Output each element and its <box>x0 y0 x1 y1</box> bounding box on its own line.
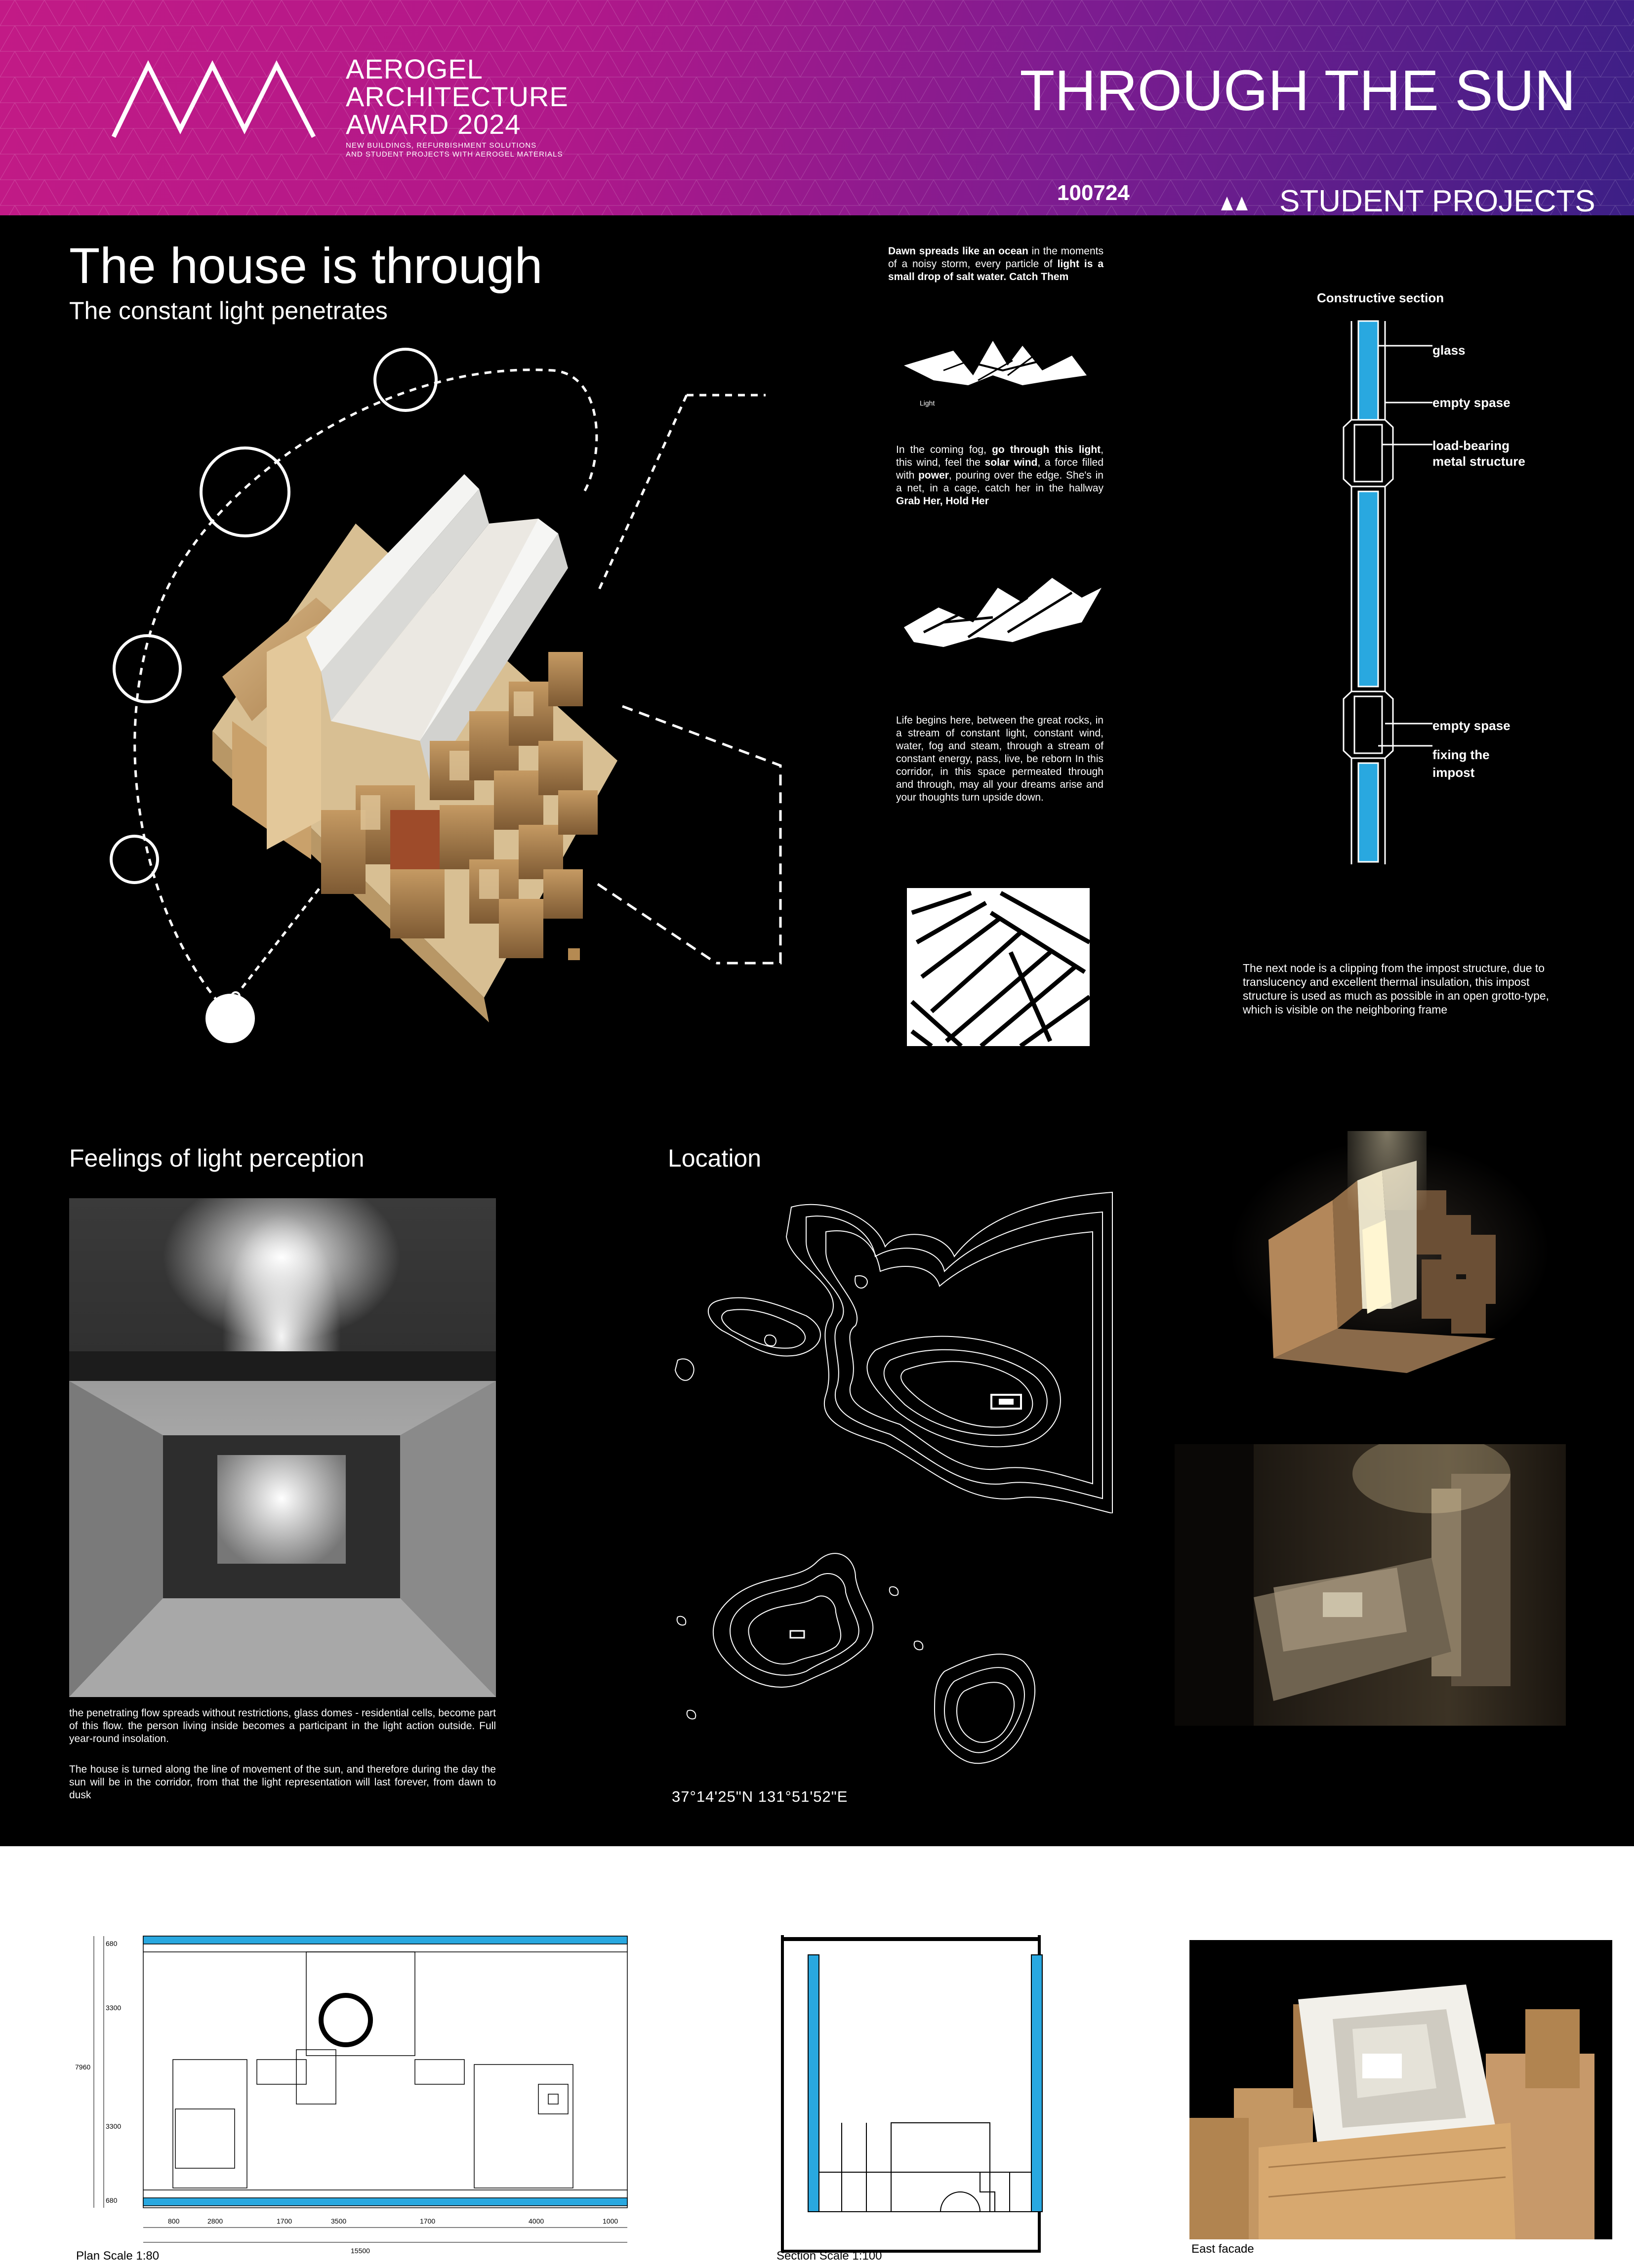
location-topo-map-2 <box>668 1533 1098 1785</box>
light-sketch-2 <box>894 568 1106 652</box>
facade-caption: East facade <box>1191 2242 1254 2256</box>
plan-dim-left-4: 680 <box>106 2196 118 2204</box>
feelings-text-1: the penetrating flow spreads without restrictions, glass domes - residential cells, become part of this flow. the person living inside becomes a participant in the light action outside. Full year-round insolation. <box>69 1707 496 1744</box>
plan-dim-left-1: 680 <box>106 1940 118 1947</box>
plan-dim-left-2: 3300 <box>106 2004 122 2012</box>
sun-circle-4 <box>110 835 159 884</box>
section-drawing <box>777 1935 1054 2261</box>
plan-dim-2: 2800 <box>207 2217 223 2225</box>
award-subtitle-1: NEW BUILDINGS, REFURBISHMENT SOLUTIONS <box>346 141 537 150</box>
text-dawn: Dawn spreads like an ocean in the moments of a noisy storm, every particle of light is a small drop of salt water. Catch Them <box>888 245 1103 283</box>
section-label-empty-1: empty spase <box>1432 395 1511 410</box>
model-night-photo-1 <box>1175 1131 1566 1398</box>
poster-title: THROUGH THE SUN <box>1020 58 1576 122</box>
light-perception-photo <box>69 1198 496 1697</box>
hero-subtitle: The constant light penetrates <box>69 297 388 324</box>
plan-dim-5: 1700 <box>420 2217 436 2225</box>
section-note: The next node is a clipping from the impost structure, due to translucency and excellent thermal insulation, this impost structure is used as much as possible in an open grotto-type, which is visible on the neighboring frame <box>1243 962 1550 1016</box>
location-title: Location <box>668 1144 762 1172</box>
category-logo-icon <box>1220 194 1250 211</box>
plan-dim-left-3: 3300 <box>106 2122 122 2130</box>
award-title-line1: AEROGEL <box>346 53 483 84</box>
plan-dim-6: 4000 <box>529 2217 544 2225</box>
section-label-glass: glass <box>1432 343 1466 358</box>
plan-dim-3: 1700 <box>277 2217 292 2225</box>
constructive-section-title: Constructive section <box>1317 290 1444 305</box>
sun-circle-1 <box>373 348 438 412</box>
hero-title: The house is through <box>69 238 543 294</box>
award-title-line3: AWARD 2024 <box>346 109 521 140</box>
plan-dim-total: 15500 <box>351 2247 370 2255</box>
plan-caption: Plan Scale 1:80 <box>76 2249 160 2263</box>
section-label-fixing: fixing the impost <box>1432 747 1490 780</box>
text-life: Life begins here, between the great rocks, in a stream of constant light, constant wind, water, fog and steam, through a stream of constant energy, pass, live, be reborn In this corridor, in this space permeated through and through, may all your dreams arise and your thoughts turn upside down. <box>896 715 1103 803</box>
plan-dim-7: 1000 <box>603 2217 618 2225</box>
text-fog: In the coming fog, go through this light, this wind, feel the solar wind, a force filled with power, pouring over the edge. She's in a net, in a cage, catch her in the hallway Grab Her, Hold Her <box>896 444 1103 507</box>
sun-circle-3 <box>113 634 182 703</box>
light-sketch-1 <box>894 331 1097 395</box>
feelings-text-2: The house is turned along the line of movement of the sun, and therefore during the day the sun will be in the corridor, from that the light representation will last forever, from dawn to dusk <box>69 1764 496 1801</box>
location-topo-map-1 <box>668 1187 1117 1513</box>
floor-plan-drawing <box>74 1921 642 2257</box>
plan-dim-4: 3500 <box>331 2217 347 2225</box>
east-facade-photo <box>1189 1940 1612 2239</box>
project-id: 100724 <box>1057 181 1130 205</box>
plan-dim-left-total: 7960 <box>75 2063 91 2071</box>
header-banner <box>0 0 1634 215</box>
award-logo-icon <box>111 55 324 139</box>
light-sketch-3 <box>902 883 1095 1056</box>
section-label-empty-2: empty spase <box>1432 718 1511 733</box>
light-sketch-caption: Light <box>920 399 935 407</box>
award-subtitle-2: AND STUDENT PROJECTS WITH AEROGEL MATERIALS <box>346 150 563 159</box>
location-coordinates: 37°14'25"N 131°51'52"E <box>672 1788 848 1805</box>
model-photo <box>193 464 637 1032</box>
section-caption: Section Scale 1:100 <box>776 2249 882 2263</box>
award-title-line2: ARCHITECTURE <box>346 81 569 112</box>
model-night-photo-2 <box>1175 1444 1566 1726</box>
feelings-title: Feelings of light perception <box>69 1144 365 1172</box>
section-label-structure: load-bearing metal structure <box>1432 438 1525 469</box>
category-label: STUDENT PROJECTS <box>1279 184 1595 215</box>
plan-dim-1: 800 <box>168 2217 180 2225</box>
